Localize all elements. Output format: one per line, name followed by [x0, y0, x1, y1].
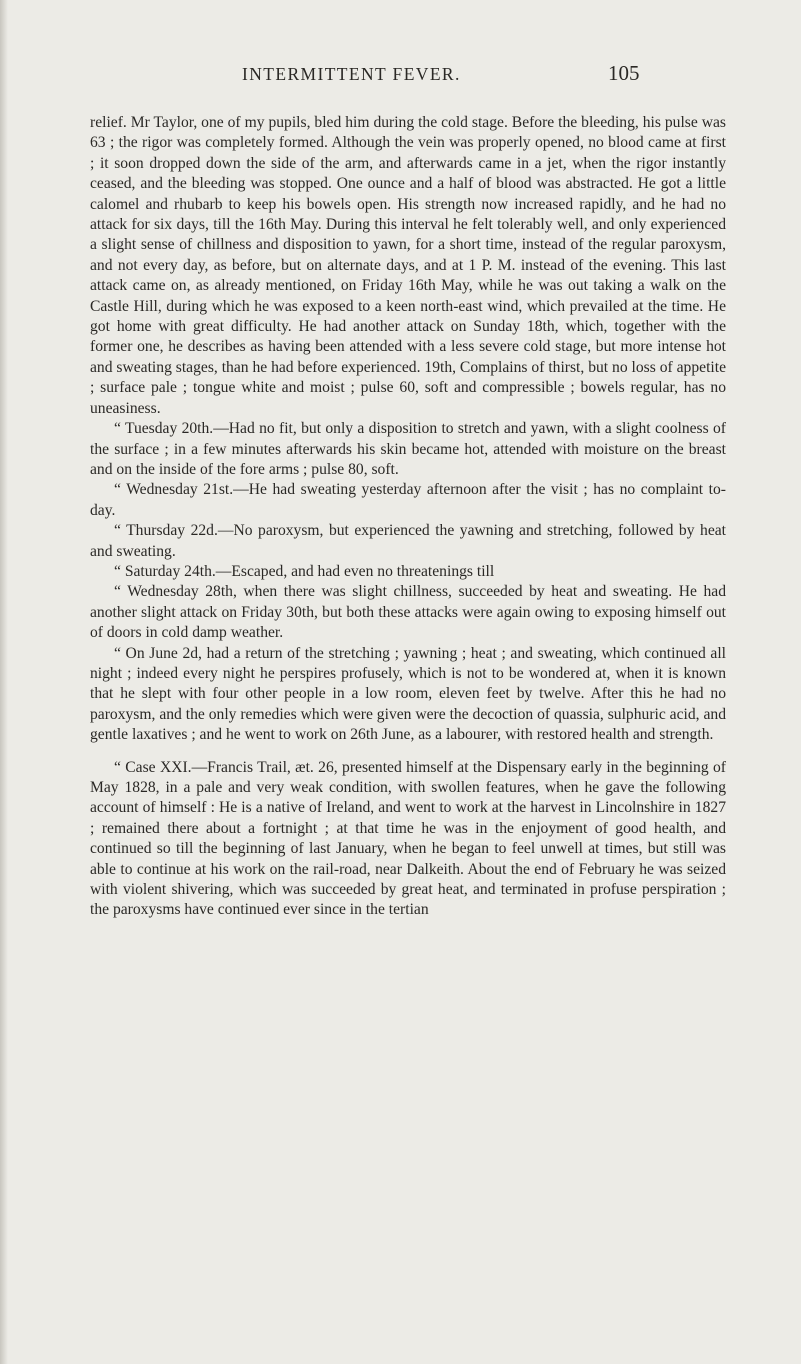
running-head	[0, 61, 801, 90]
paragraph-june-2d: “ On June 2d, had a return of the stretching ; yawning ; heat ; and sweating, which continued all night ; indeed every night he perspires profusely, which is not to be wondered at, when it is known that he slept with four other people in a low room, eleven feet by twelve. After this he had no paroxysm, and the only remedies which were given were the decoction of quassia, sulphuric acid, and gentle laxatives ; and he went to work on 26th June, as a labourer, with restored health and strength.	[90, 644, 726, 744]
paragraph-wednesday-28th: “ Wednesday 28th, when there was slight chillness, succeeded by heat and sweating. He had another slight attack on Friday 30th, but both these attacks were again owing to exposing himself out of doors in cold damp weather.	[90, 583, 726, 642]
running-title: INTERMITTENT FEVER.	[242, 64, 461, 84]
paragraph-tuesday-20th: “ Tuesday 20th.—Had no fit, but only a disposition to stretch and yawn, with a slight coolness of the surface ; in a few minutes afterwards his skin became hot, attended with moisture on the breast and on the inside of the fore arms ; pulse 80, soft.	[90, 420, 726, 478]
paragraph-case-xxi: “ Case XXI.—Francis Trail, æt. 26, presented himself at the Dispensary early in the beginning of May 1828, in a pale and very weak condition, with swollen features, when he gave the following account of himself : He is a native of Ireland, and went to work at the harvest in Lincolnshire in 1827 ; remained there about a fortnight ; at that time he was in the enjoyment of good health, and continued so till the beginning of last January, when he began to feel unwell at times, but still was able to continue at his work on the rail-road, near Dalkeith. About the end of February he was seized with violent shivering, which was succeeded by great heat, and terminated in profuse perspiration ; the paroxysms have continued ever since in the tertian	[90, 758, 726, 919]
page-number: 105	[608, 61, 640, 85]
paragraph-thursday-22d: “ Thursday 22d.—No paroxysm, but experienced the yawning and stretching, followed by heat and sweating.	[90, 522, 726, 560]
page-gutter-shadow	[0, 0, 8, 1364]
paragraph-saturday-24th: “ Saturday 24th.—Escaped, and had even no threatenings till	[114, 562, 495, 580]
paragraph-wednesday-21st: “ Wednesday 21st.—He had sweating yesterday afternoon after the visit ; has no complaint to-day.	[90, 481, 726, 519]
body-text	[90, 113, 726, 921]
paragraph-relief: relief. Mr Taylor, one of my pupils, bled him during the cold stage. Before the bleeding, his pulse was 63 ; the rigor was completely formed. Although the vein was properly opened, no blood came at first ; it soon dropped down the side of the arm, and afterwards came in a jet, when the rigor instantly ceased, and the bleeding was stopped. One ounce and a half of blood was abstracted. He got a little calomel and rhubarb to keep his bowels open. His strength now increased rapidly, and he had no attack for six days, till the 16th May. During this interval he felt tolerably well, and only experienced a slight sense of chillness and disposition to yawn, for a short time, instead of the regular paroxysm, and not every day, as before, but on alternate days, and at 1 P. M. instead of the evening. This last attack came on, as already mentioned, on Friday 16th May, while he was out taking a walk on the Castle Hill, during which he was exposed to a keen north-east wind, which prevailed at the time. He got home with great difficulty. He had another attack on Sunday 18th, which, together with the former one, he describes as having been attended with a less severe cold stage, but more intense hot and sweating stages, than he had before experienced. 19th, Complains of thirst, but no loss of appetite ; surface pale ; tongue white and moist ; pulse 60, soft and compressible ; bowels regular, has no uneasiness.	[90, 114, 726, 417]
